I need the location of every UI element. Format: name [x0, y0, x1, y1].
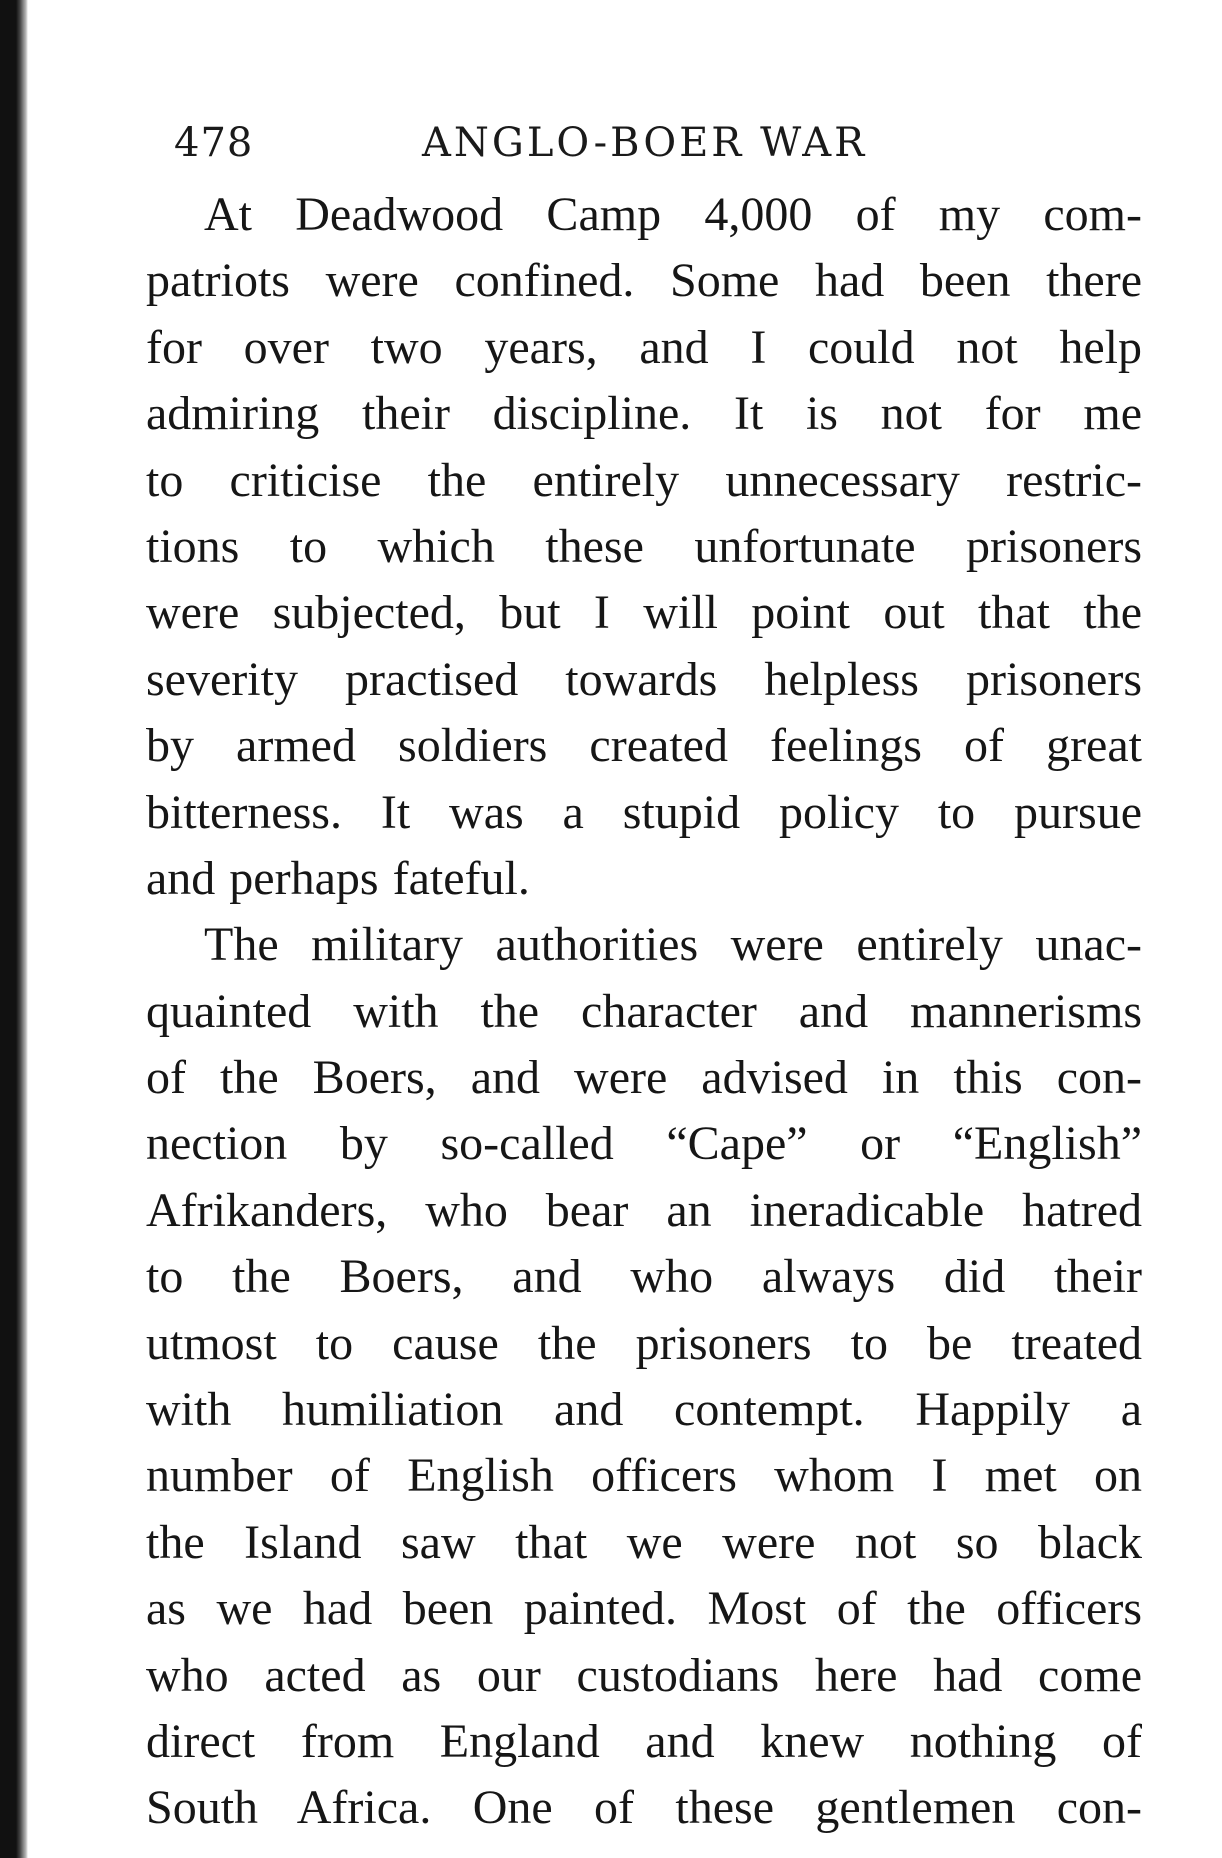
paragraph-1	[146, 182, 1142, 912]
text-line: admiring their discipline. It is not for me	[146, 387, 1142, 441]
text-line: and perhaps fateful.	[146, 851, 530, 905]
text-line: bitterness. It was a stupid policy to pursue	[146, 785, 1142, 839]
text-line: At Deadwood Camp 4,000 of my com-	[204, 188, 1142, 241]
text-line: of the Boers, and were advised in this con-	[146, 1051, 1142, 1105]
text-line: who acted as our custodians here had come	[146, 1648, 1142, 1702]
paragraph-2	[146, 912, 1142, 1841]
text-line: patriots were confined. Some had been there	[146, 254, 1142, 308]
page-number: 478	[174, 120, 254, 166]
text-line: direct from England and knew nothing of	[146, 1714, 1142, 1768]
text-line: number of English officers whom I met on	[146, 1449, 1142, 1503]
binding-edge	[0, 0, 28, 1858]
text-line: South Africa. One of these gentlemen con-	[146, 1781, 1142, 1835]
text-line: were subjected, but I will point out that the	[146, 586, 1142, 640]
body-text	[146, 182, 1142, 1842]
text-line: the Island saw that we were not so black	[146, 1515, 1142, 1569]
text-line: The military authorities were entirely unac-	[204, 918, 1142, 972]
text-line: for over two years, and I could not help	[146, 320, 1142, 374]
running-head	[174, 118, 894, 178]
text-line: Afrikanders, who bear an ineradicable hatred	[146, 1183, 1142, 1237]
text-line: to the Boers, and who always did their	[146, 1250, 1142, 1304]
text-line: severity practised towards helpless prisoners	[146, 652, 1142, 706]
text-line: with humiliation and contempt. Happily a	[146, 1383, 1142, 1437]
running-title: ANGLO-BOER WAR	[422, 120, 868, 166]
text-line: utmost to cause the prisoners to be treated	[146, 1316, 1142, 1370]
text-line: to criticise the entirely unnecessary restric-	[146, 453, 1142, 507]
text-line: tions to which these unfortunate prisoners	[146, 519, 1142, 573]
text-line: quainted with the character and mannerisms	[146, 984, 1142, 1038]
text-line: as we had been painted. Most of the officers	[146, 1582, 1142, 1636]
text-line: nection by so-called “Cape” or “English”	[146, 1117, 1142, 1171]
text-line: by armed soldiers created feelings of great	[146, 719, 1142, 773]
